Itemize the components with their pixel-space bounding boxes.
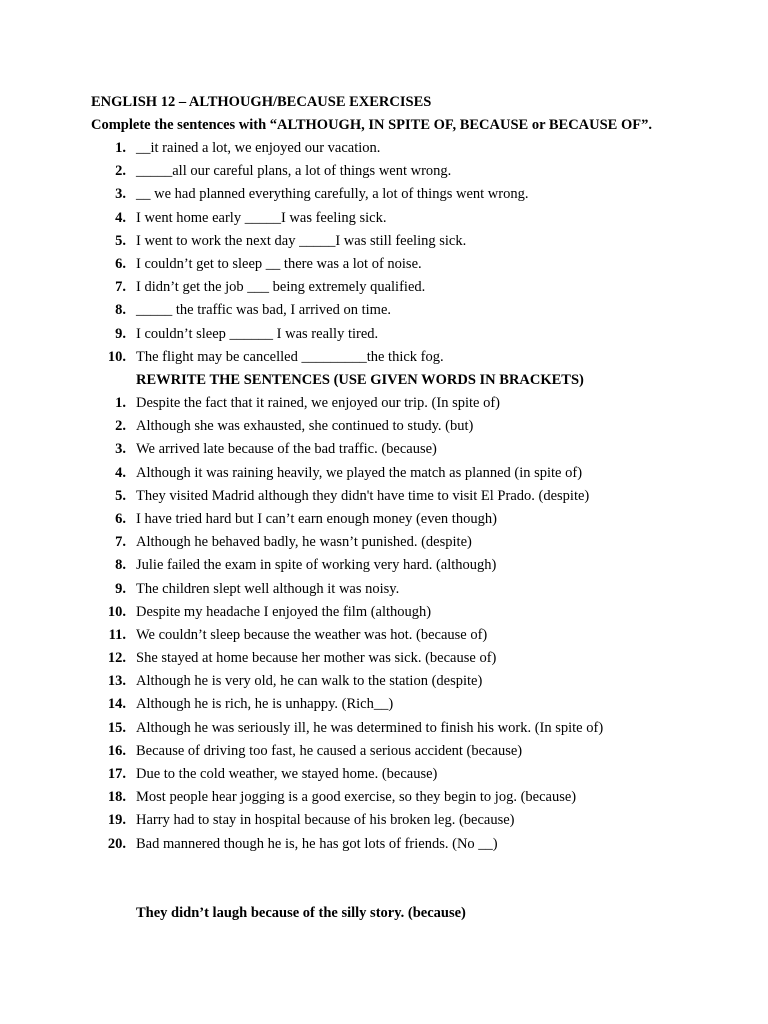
item-text: I went to work the next day _____I was still feeling sick.: [136, 232, 467, 249]
item-text: I have tried hard but I can’t earn enough money (even though): [136, 510, 497, 527]
list-item: [91, 743, 603, 766]
item-number: 18.: [107, 789, 126, 806]
item-number: 7.: [115, 534, 126, 551]
item-number: 6.: [115, 510, 126, 527]
list-item: [91, 186, 528, 209]
list-item: [91, 581, 603, 604]
item-text: Because of driving too fast, he caused a serious accident (because): [136, 742, 523, 759]
item-number: 5.: [115, 232, 126, 249]
list-item: [91, 256, 528, 279]
list-item: [91, 511, 603, 534]
extra-sentence: They didn’t laugh because of the silly story. (because): [136, 905, 466, 921]
item-text: I couldn’t get to sleep __ there was a lot of noise.: [136, 255, 422, 272]
list-item: [91, 395, 603, 418]
list-item: [91, 279, 528, 302]
list-item: [91, 326, 528, 349]
item-number: 14.: [107, 696, 126, 713]
item-text: Most people hear jogging is a good exercise, so they begin to jog. (because): [136, 789, 577, 806]
item-number: 11.: [108, 626, 126, 643]
list-item: [91, 349, 528, 372]
list-item: [91, 766, 603, 789]
list-item: [91, 812, 603, 835]
item-text: We couldn’t sleep because the weather was hot. (because of): [136, 626, 488, 643]
list-item: [91, 140, 528, 163]
item-number: 19.: [107, 812, 126, 829]
list-item: [91, 557, 603, 580]
item-number: 10.: [107, 348, 126, 365]
item-number: 10.: [107, 603, 126, 620]
list-item: [91, 233, 528, 256]
item-number: 8.: [115, 302, 126, 319]
item-text: Bad mannered though he is, he has got lots of friends. (No __): [136, 835, 498, 852]
list-item: [91, 673, 603, 696]
list-item: [91, 465, 603, 488]
list-item: [91, 210, 528, 233]
item-text: _____all our careful plans, a lot of things went wrong.: [136, 163, 452, 180]
item-number: 1.: [115, 140, 126, 156]
item-number: 3.: [115, 441, 126, 458]
item-number: 5.: [115, 487, 126, 504]
item-text: The children slept well although it was noisy.: [136, 580, 400, 597]
item-number: 2.: [115, 418, 126, 435]
item-number: 9.: [115, 580, 126, 597]
item-text: __it rained a lot, we enjoyed our vacation.: [136, 140, 381, 156]
instruction-text: Complete the sentences with “ALTHOUGH, IN SPITE OF, BECAUSE or BECAUSE OF”.: [91, 117, 652, 133]
list-item: [91, 163, 528, 186]
item-number: 8.: [115, 557, 126, 574]
item-text: Although he was seriously ill, he was determined to finish his work. (In spite of): [136, 719, 604, 736]
section-heading: REWRITE THE SENTENCES (USE GIVEN WORDS IN BRACKETS): [136, 372, 584, 388]
item-number: 4.: [115, 209, 126, 226]
item-text: The flight may be cancelled _________the thick fog.: [136, 348, 444, 365]
item-text: Due to the cold weather, we stayed home. (because): [136, 766, 438, 782]
exercise-2-list: [91, 395, 603, 859]
list-item: [91, 627, 603, 650]
item-text: Although he is very old, he can walk to the station (despite): [136, 673, 483, 690]
item-text: Despite my headache I enjoyed the film (although): [136, 603, 432, 620]
list-item: [91, 650, 603, 673]
item-number: 7.: [115, 279, 126, 296]
item-text: She stayed at home because her mother was sick. (because of): [136, 650, 497, 667]
item-number: 12.: [107, 650, 126, 667]
item-number: 13.: [107, 673, 126, 690]
item-number: 16.: [107, 742, 126, 759]
item-number: 1.: [115, 395, 126, 411]
list-item: [91, 789, 603, 812]
item-text: Julie failed the exam in spite of working very hard. (although): [136, 557, 497, 574]
item-text: I went home early _____I was feeling sick.: [136, 209, 387, 226]
item-text: We arrived late because of the bad traffic. (because): [136, 441, 437, 458]
item-number: 2.: [115, 163, 126, 180]
exercise-1-list: [91, 140, 528, 372]
item-text: Although he is rich, he is unhappy. (Rich__): [136, 696, 394, 713]
item-text: I didn’t get the job ___ being extremely qualified.: [136, 279, 426, 296]
item-text: _____ the traffic was bad, I arrived on time.: [136, 302, 392, 319]
item-number: 17.: [107, 766, 126, 782]
item-text: They visited Madrid although they didn't have time to visit El Prado. (despite): [136, 487, 590, 504]
list-item: [91, 418, 603, 441]
item-number: 9.: [115, 325, 126, 342]
item-text: Although it was raining heavily, we played the match as planned (in spite of): [136, 464, 583, 481]
item-text: Although she was exhausted, she continued to study. (but): [136, 418, 474, 435]
list-item: [91, 836, 603, 859]
item-number: 20.: [107, 835, 126, 852]
item-text: __ we had planned everything carefully, a lot of things went wrong.: [136, 186, 529, 203]
item-number: 6.: [115, 255, 126, 272]
list-item: [91, 604, 603, 627]
list-item: [91, 302, 528, 325]
list-item: [91, 441, 603, 464]
item-number: 15.: [107, 719, 126, 736]
item-text: Although he behaved badly, he wasn’t punished. (despite): [136, 534, 472, 551]
item-number: 4.: [115, 464, 126, 481]
list-item: [91, 696, 603, 719]
item-number: 3.: [115, 186, 126, 203]
item-text: I couldn’t sleep ______ I was really tired.: [136, 325, 379, 342]
item-text: Harry had to stay in hospital because of his broken leg. (because): [136, 812, 515, 829]
list-item: [91, 488, 603, 511]
page-title: ENGLISH 12 – ALTHOUGH/BECAUSE EXERCISES: [91, 94, 432, 110]
list-item: [91, 720, 603, 743]
item-text: Despite the fact that it rained, we enjoyed our trip. (In spite of): [136, 395, 500, 411]
list-item: [91, 534, 603, 557]
